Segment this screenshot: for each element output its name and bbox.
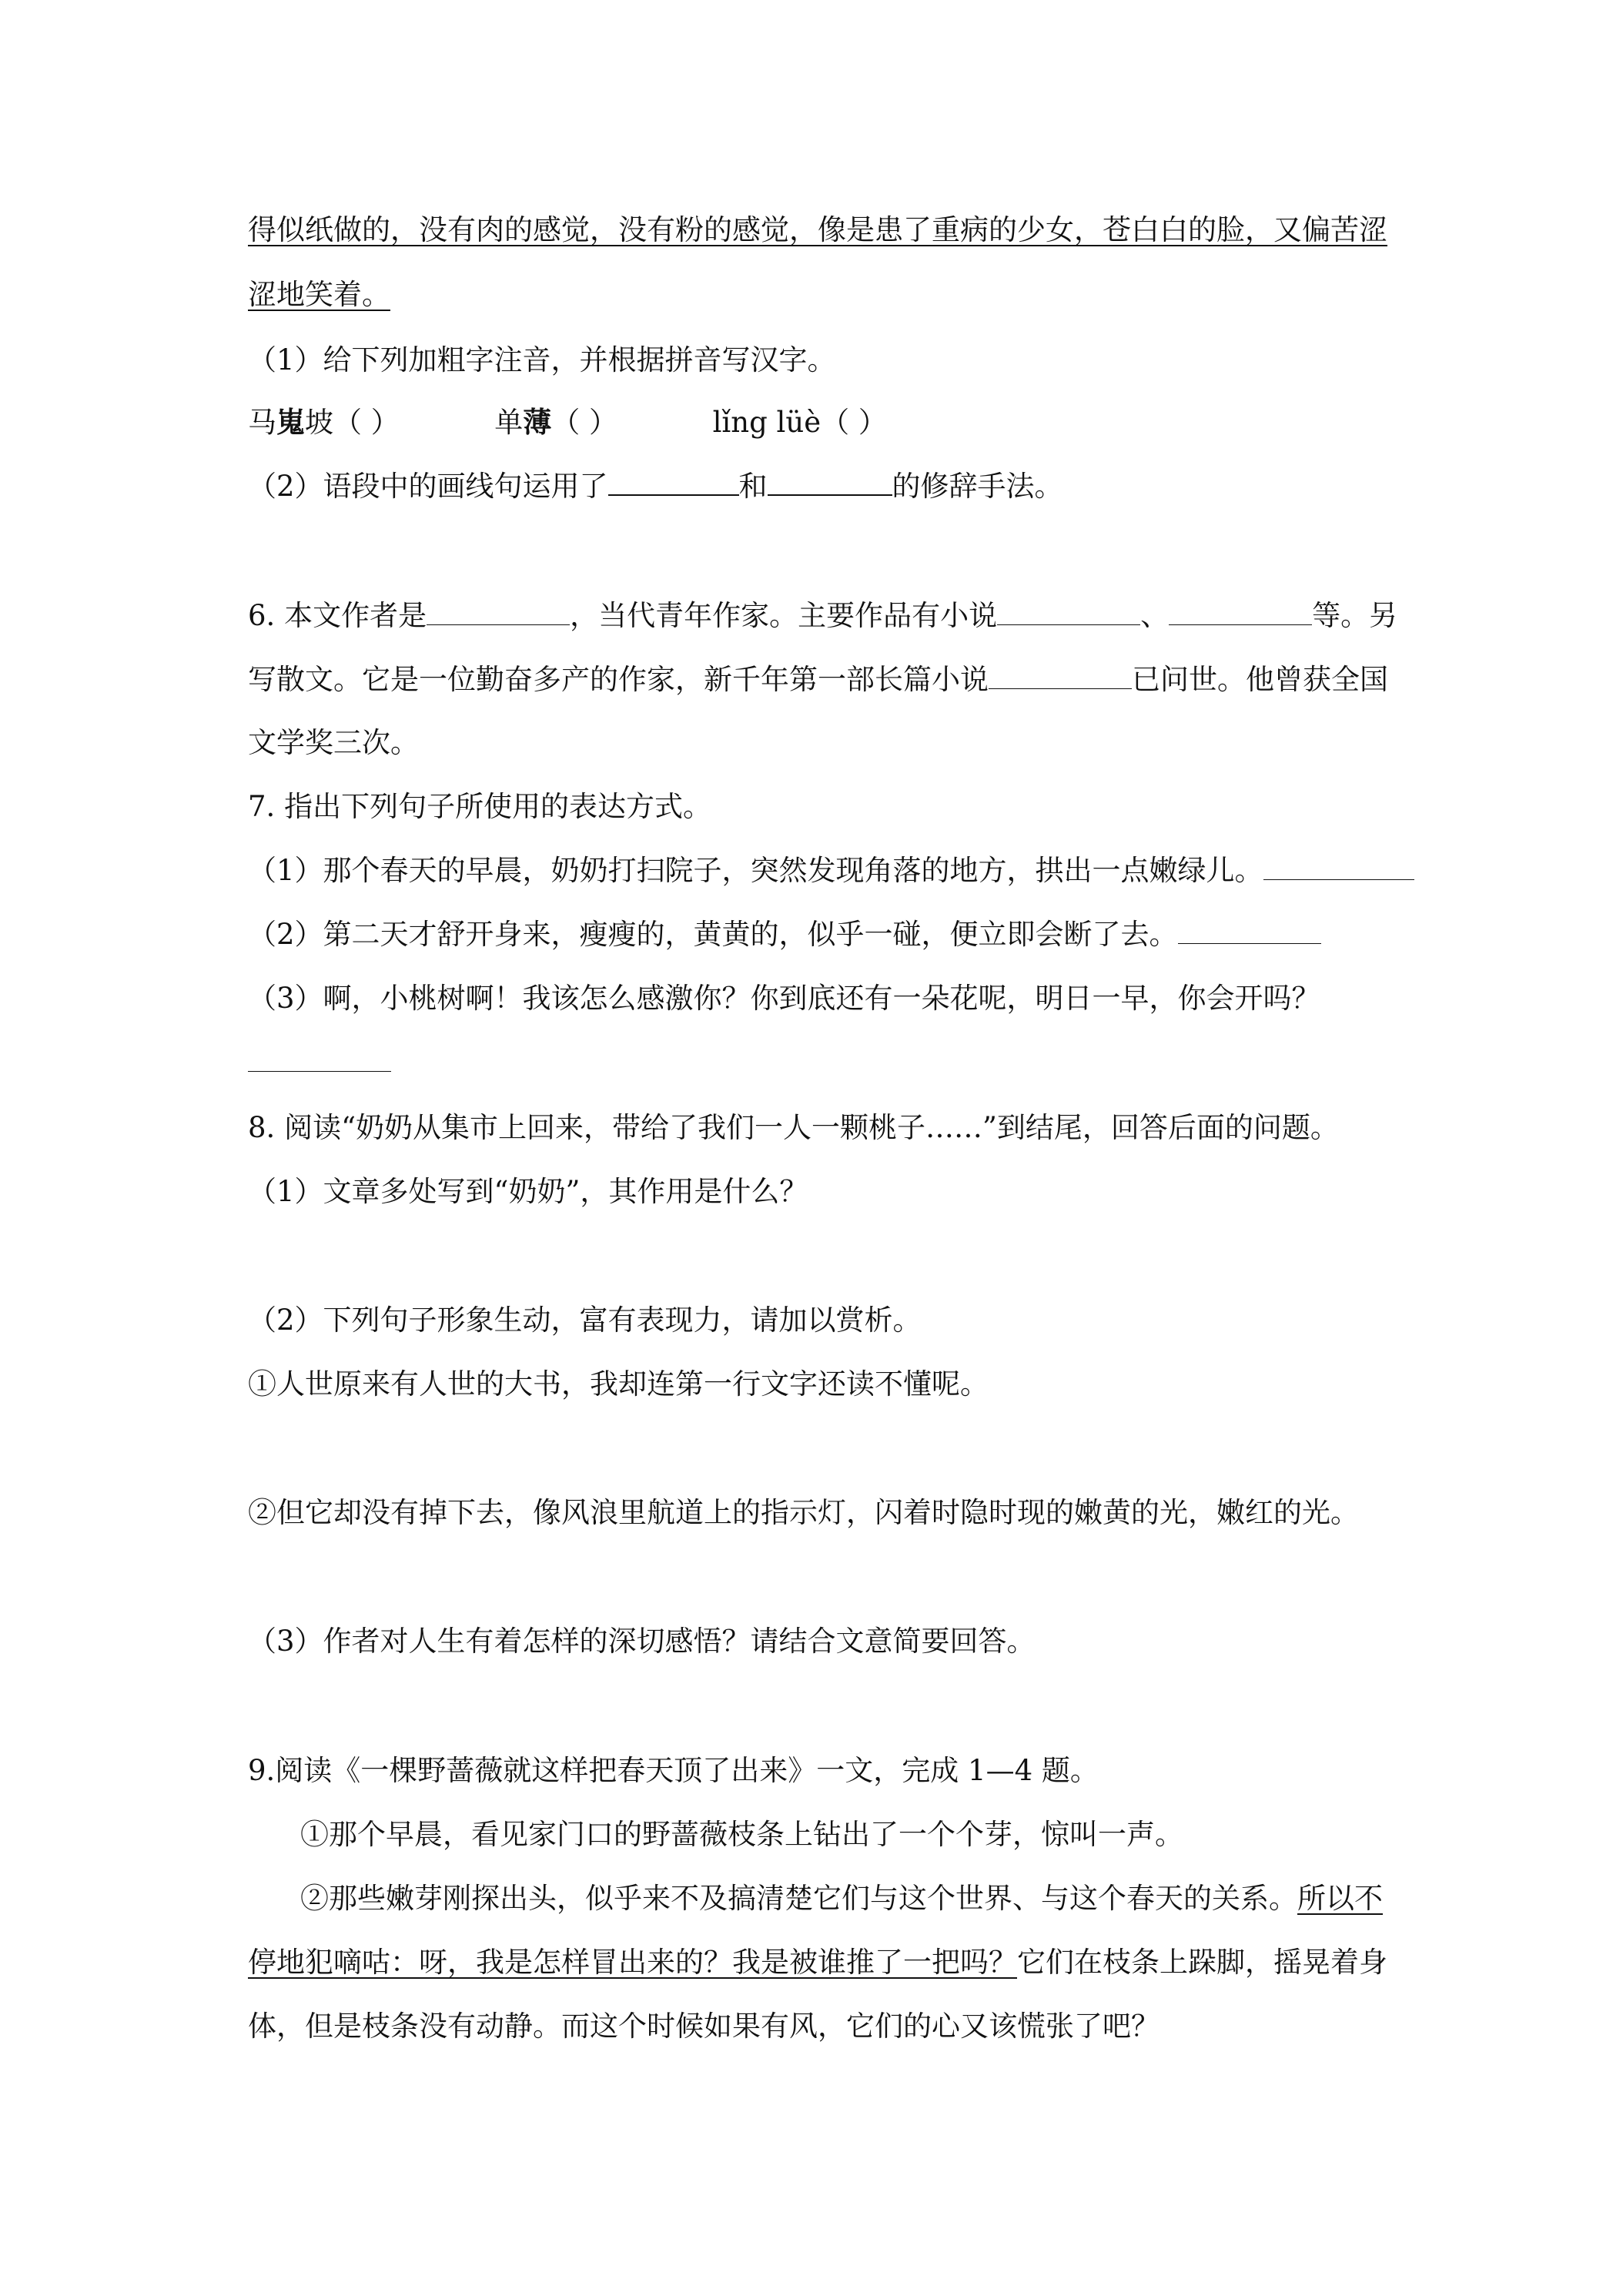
answer-blank[interactable]: [1178, 919, 1321, 944]
q7-title: 7. 指出下列句子所使用的表达方式。: [248, 790, 712, 823]
q9-p2-line-3: 体，但是枝条没有动静。而这个时候如果有风，它们的心又该慌张了吧？: [248, 2010, 1160, 2043]
answer-blank[interactable]: [1169, 600, 1312, 625]
q6-line-1: 6. 本文作者是 ，当代青年作家。主要作品有小说 、 等。另: [248, 599, 1398, 632]
q8-s3: （3）作者对人生有着怎样的深切感悟？请结合文意简要回答。: [248, 1625, 1036, 1658]
answer-blank[interactable]: [427, 600, 570, 625]
answer-blank[interactable]: [1263, 855, 1414, 880]
answer-blank[interactable]: [997, 600, 1140, 625]
q8-c1: ①人世原来有人世的大书，我却连第一行文字还读不懂呢。: [248, 1367, 989, 1401]
q7-s3: （3）啊，小桃树啊！我该怎么感激你？你到底还有一朵花呢，明日一早，你会开吗？: [248, 982, 1320, 1015]
q8-s1: （1）文章多处写到“奶奶”，其作用是什么？: [248, 1175, 808, 1208]
answer-blank[interactable]: [248, 1046, 391, 1072]
q9-p2-line-2: 停地犯嘀咕：呀，我是怎样冒出来的？我是被谁推了一把吗？它们在枝条上跺脚，摇晃着身: [248, 1946, 1387, 1979]
passage-line-1: 得似纸做的，没有肉的感觉，没有粉的感觉，像是患了重病的少女，苍白白的脸，又偏苦涩: [248, 213, 1387, 246]
q8-c2: ②但它却没有掉下去，像风浪里航道上的指示灯，闪着时隐时现的嫩黄的光，嫩红的光。: [248, 1496, 1359, 1529]
q5-item3: lǐng lüè（ ）: [712, 406, 887, 439]
answer-blank[interactable]: [989, 664, 1132, 689]
q9-p2-line-1: ②那些嫩芽刚探出头，似乎来不及搞清楚它们与这个世界、与这个春天的关系。所以不: [300, 1882, 1383, 1915]
q7-s2: （2）第二天才舒开身来，瘦瘦的，黄黄的，似乎一碰，便立即会断了去。: [248, 915, 1321, 954]
answer-blank[interactable]: [768, 470, 892, 496]
q5-item2: 单薄（ ）: [494, 405, 618, 439]
q9-p1: ①那个早晨，看见家门口的野蔷薇枝条上钻出了一个个芽，惊叫一声。: [300, 1818, 1183, 1851]
passage-line-2: 涩地笑着。: [248, 278, 390, 311]
q7-s3-answer: [248, 1043, 391, 1082]
answer-blank[interactable]: [608, 470, 739, 496]
q6-line-3: 文学奖三次。: [248, 726, 419, 759]
q5-sub1: （1）给下列加粗字注音，并根据拼音写汉字。: [248, 343, 836, 377]
q8-s2: （2）下列句子形象生动，富有表现力，请加以赏析。: [248, 1304, 922, 1337]
q6-line-2: 写散文。它是一位勤奋多产的作家，新千年第一部长篇小说 已问世。他曾获全国: [248, 663, 1388, 696]
q5-items: [248, 403, 887, 442]
q5-item1: 马嵬坡（ ）: [248, 405, 400, 439]
q7-s1: （1）那个春天的早晨，奶奶打扫院子，突然发现角落的地方，拱出一点嫩绿儿。: [248, 852, 1414, 890]
q9-title: 9.阅读《一棵野蔷薇就这样把春天顶了出来》一文，完成 1—4 题。: [248, 1754, 1099, 1787]
q8-title: 8. 阅读“奶奶从集市上回来，带给了我们一人一颗桃子……”到结尾，回答后面的问题。: [248, 1111, 1339, 1144]
q5-sub2: （2）语段中的画线句运用了 和 的修辞手法。: [248, 470, 1063, 503]
